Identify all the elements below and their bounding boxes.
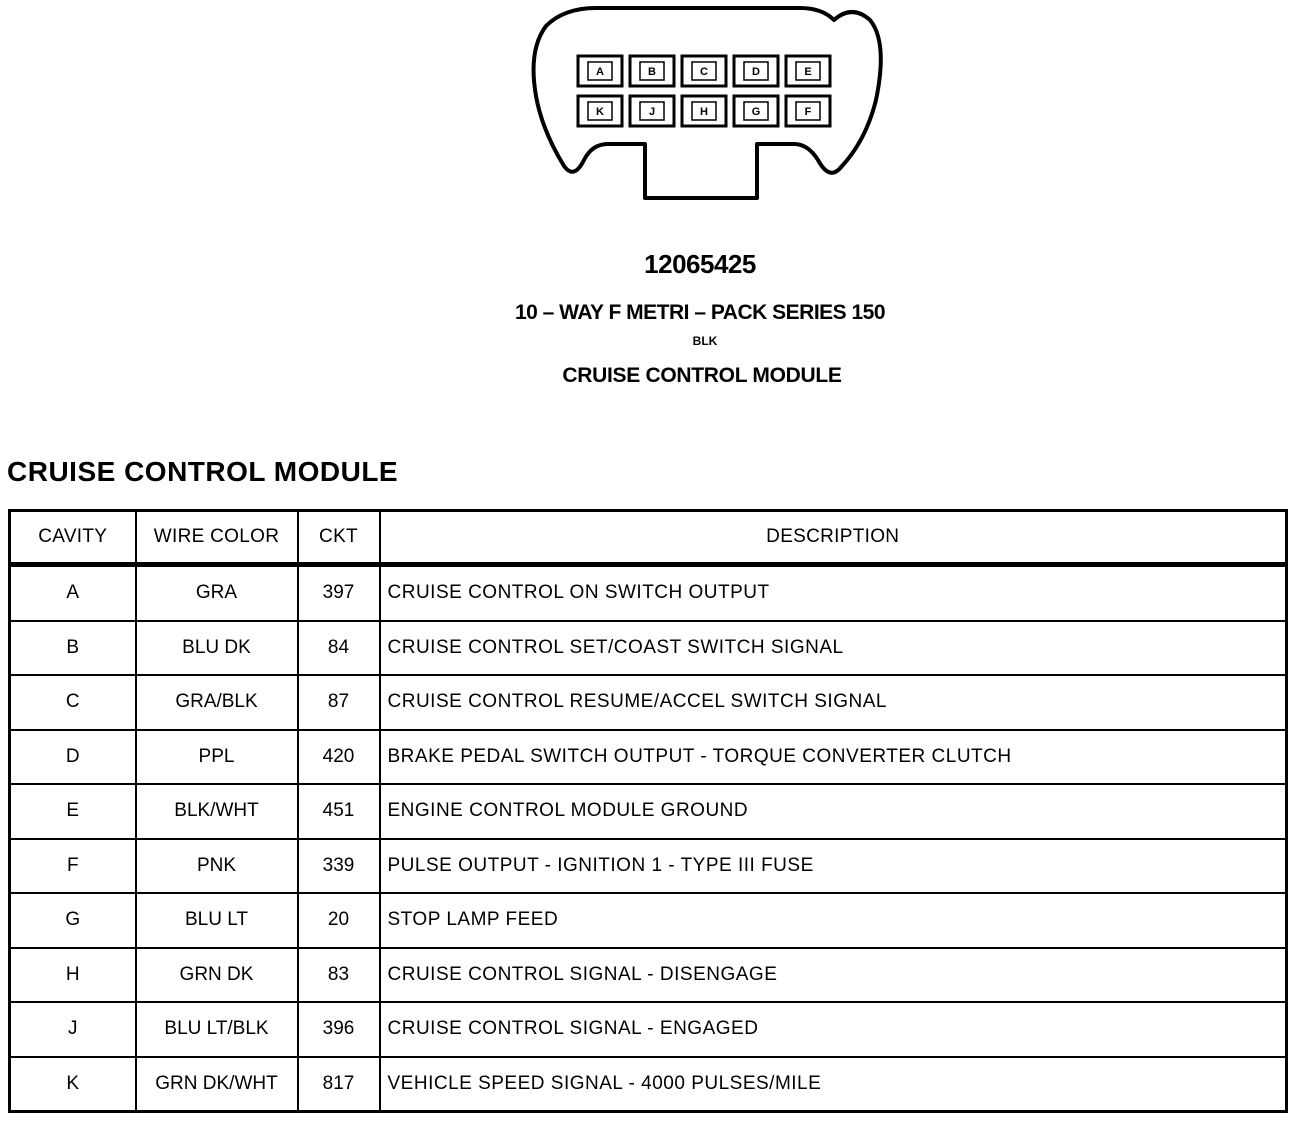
cell-wire-color: GRA/BLK (136, 675, 298, 730)
cell-wire-color: PNK (136, 839, 298, 894)
cell-ckt: 87 (298, 675, 380, 730)
connector-part-number: 12065425 (644, 249, 756, 279)
table-row (10, 1057, 1287, 1112)
cell-ckt: 396 (298, 1002, 380, 1057)
table-row (10, 893, 1287, 948)
pinout-table (8, 509, 1288, 1113)
cell-ckt: 397 (298, 565, 380, 621)
connector-face-diagram (0, 0, 1312, 240)
cell-cavity: F (10, 839, 136, 894)
cell-cavity: G (10, 893, 136, 948)
table-row (10, 839, 1287, 894)
pin-label: F (804, 106, 812, 118)
connector-color: BLK (692, 334, 718, 348)
connector-name: CRUISE CONTROL MODULE (562, 364, 842, 387)
pin-label: K (596, 106, 604, 118)
cell-wire-color: BLU DK (136, 621, 298, 676)
header-cavity: CAVITY (10, 511, 136, 565)
cell-wire-color: PPL (136, 730, 298, 785)
connector-pin-row-bottom (578, 96, 830, 126)
cell-description: STOP LAMP FEED (380, 893, 1287, 948)
pin-label: G (751, 106, 761, 118)
cell-ckt: 339 (298, 839, 380, 894)
pin-label: D (752, 66, 760, 78)
pin-label: E (804, 66, 812, 78)
pin-label: J (648, 106, 656, 118)
pin-label: B (648, 66, 656, 78)
cell-description: VEHICLE SPEED SIGNAL - 4000 PULSES/MILE (380, 1057, 1287, 1112)
cell-description: ENGINE CONTROL MODULE GROUND (380, 784, 1287, 839)
header-description: DESCRIPTION (380, 511, 1287, 565)
cell-description: CRUISE CONTROL RESUME/ACCEL SWITCH SIGNAL (380, 675, 1287, 730)
cell-cavity: D (10, 730, 136, 785)
connector-type: 10 – WAY F METRI – PACK SERIES 150 (514, 301, 886, 324)
pin-label: A (596, 66, 604, 78)
cell-cavity: K (10, 1057, 136, 1112)
cell-cavity: E (10, 784, 136, 839)
cell-wire-color: BLK/WHT (136, 784, 298, 839)
table-row (10, 948, 1287, 1003)
cell-ckt: 451 (298, 784, 380, 839)
cell-description: CRUISE CONTROL SET/COAST SWITCH SIGNAL (380, 621, 1287, 676)
cell-cavity: A (10, 565, 136, 621)
cell-cavity: J (10, 1002, 136, 1057)
table-header-row (10, 511, 1287, 565)
cell-wire-color: GRN DK (136, 948, 298, 1003)
header-ckt: CKT (298, 511, 380, 565)
table-row (10, 784, 1287, 839)
cell-description: CRUISE CONTROL ON SWITCH OUTPUT (380, 565, 1287, 621)
cell-ckt: 84 (298, 621, 380, 676)
table-row (10, 565, 1287, 621)
connector-pin-row-top (578, 56, 830, 86)
cell-description: CRUISE CONTROL SIGNAL - DISENGAGE (380, 948, 1287, 1003)
cell-cavity: B (10, 621, 136, 676)
pin-label: H (700, 106, 708, 118)
cell-cavity: H (10, 948, 136, 1003)
section-title: CRUISE CONTROL MODULE (7, 456, 399, 487)
cell-description: CRUISE CONTROL SIGNAL - ENGAGED (380, 1002, 1287, 1057)
cell-cavity: C (10, 675, 136, 730)
cell-wire-color: GRA (136, 565, 298, 621)
cell-ckt: 20 (298, 893, 380, 948)
cell-wire-color: BLU LT/BLK (136, 1002, 298, 1057)
table-row (10, 675, 1287, 730)
table-row (10, 730, 1287, 785)
cell-wire-color: BLU LT (136, 893, 298, 948)
cell-ckt: 420 (298, 730, 380, 785)
header-wire-color: WIRE COLOR (136, 511, 298, 565)
cell-description: BRAKE PEDAL SWITCH OUTPUT - TORQUE CONVERTER CLUTCH (380, 730, 1287, 785)
table-row (10, 1002, 1287, 1057)
pin-label: C (700, 66, 708, 78)
cell-description: PULSE OUTPUT - IGNITION 1 - TYPE III FUSE (380, 839, 1287, 894)
table-row (10, 621, 1287, 676)
cell-ckt: 817 (298, 1057, 380, 1112)
cell-wire-color: GRN DK/WHT (136, 1057, 298, 1112)
cell-ckt: 83 (298, 948, 380, 1003)
